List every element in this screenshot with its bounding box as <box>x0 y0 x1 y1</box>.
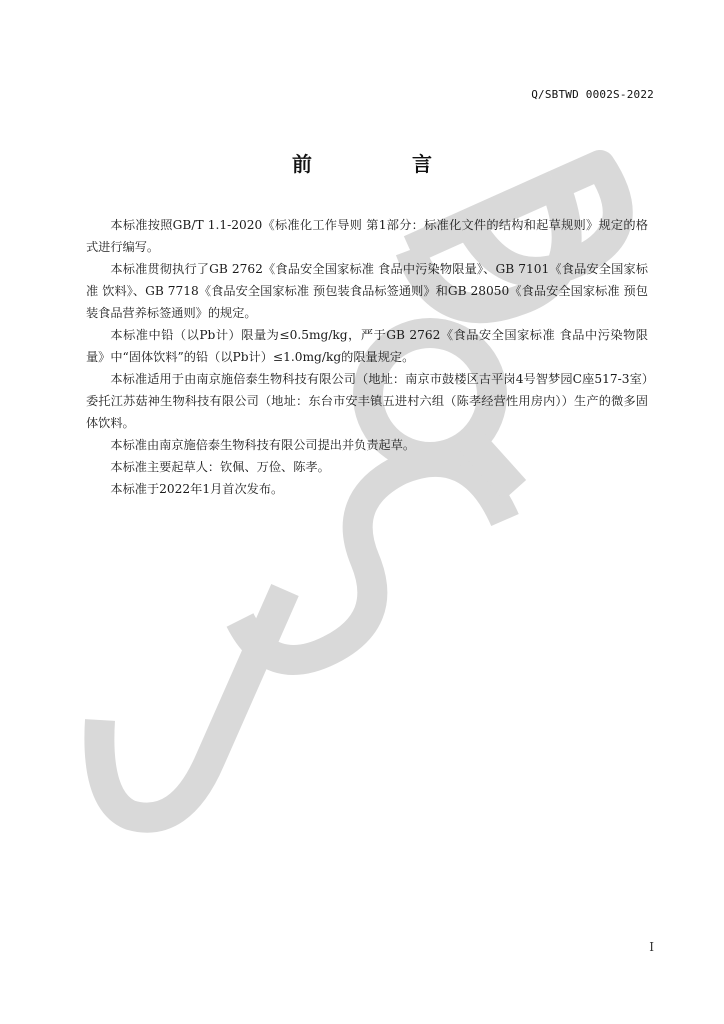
paragraph-format: 本标准按照GB/T 1.1-2020《标准化工作导则 第1部分：标准化文件的结构和起草规则》规定的格式进行编写。 <box>86 218 648 254</box>
paragraph-lead-limit: 本标准中铅（以Pb计）限量为≤0.5mg/kg，严于GB 2762《食品安全国家标准 食品中污染物限量》中“固体饮料”的铅（以Pb计）≤1.0mg/kg的限量规定。 <box>86 328 648 364</box>
page-number: I <box>649 940 654 954</box>
paragraph-proposer: 本标准由南京施倍泰生物科技有限公司提出并负责起草。 <box>110 438 416 452</box>
page-title: 前 言 <box>292 152 472 176</box>
paragraph-drafters: 本标准主要起草人：钦佩、万俭、陈孝。 <box>110 460 330 474</box>
paragraph-release: 本标准于2022年1月首次发布。 <box>110 482 284 496</box>
paragraph-scope: 本标准适用于由南京施倍泰生物科技有限公司（地址：南京市鼓楼区古平岗4号智梦园C座517-3室）委托江苏菇神生物科技有限公司（地址：东台市安丰镇五进村六组（陈孝经营性用房内））生产的微多固体饮料。 <box>86 372 648 430</box>
paragraph-compliance: 本标准贯彻执行了GB 2762《食品安全国家标准 食品中污染物限量》、GB 7101《食品安全国家标准 饮料》、GB 7718《食品安全国家标准 预包装食品标签通则》和GB 28050《食品安全国家标准 预包装食品营养标签通则》的规定。 <box>86 262 648 320</box>
standard-code: Q/SBTWD 0002S-2022 <box>531 88 654 101</box>
foreword-body <box>86 214 648 500</box>
